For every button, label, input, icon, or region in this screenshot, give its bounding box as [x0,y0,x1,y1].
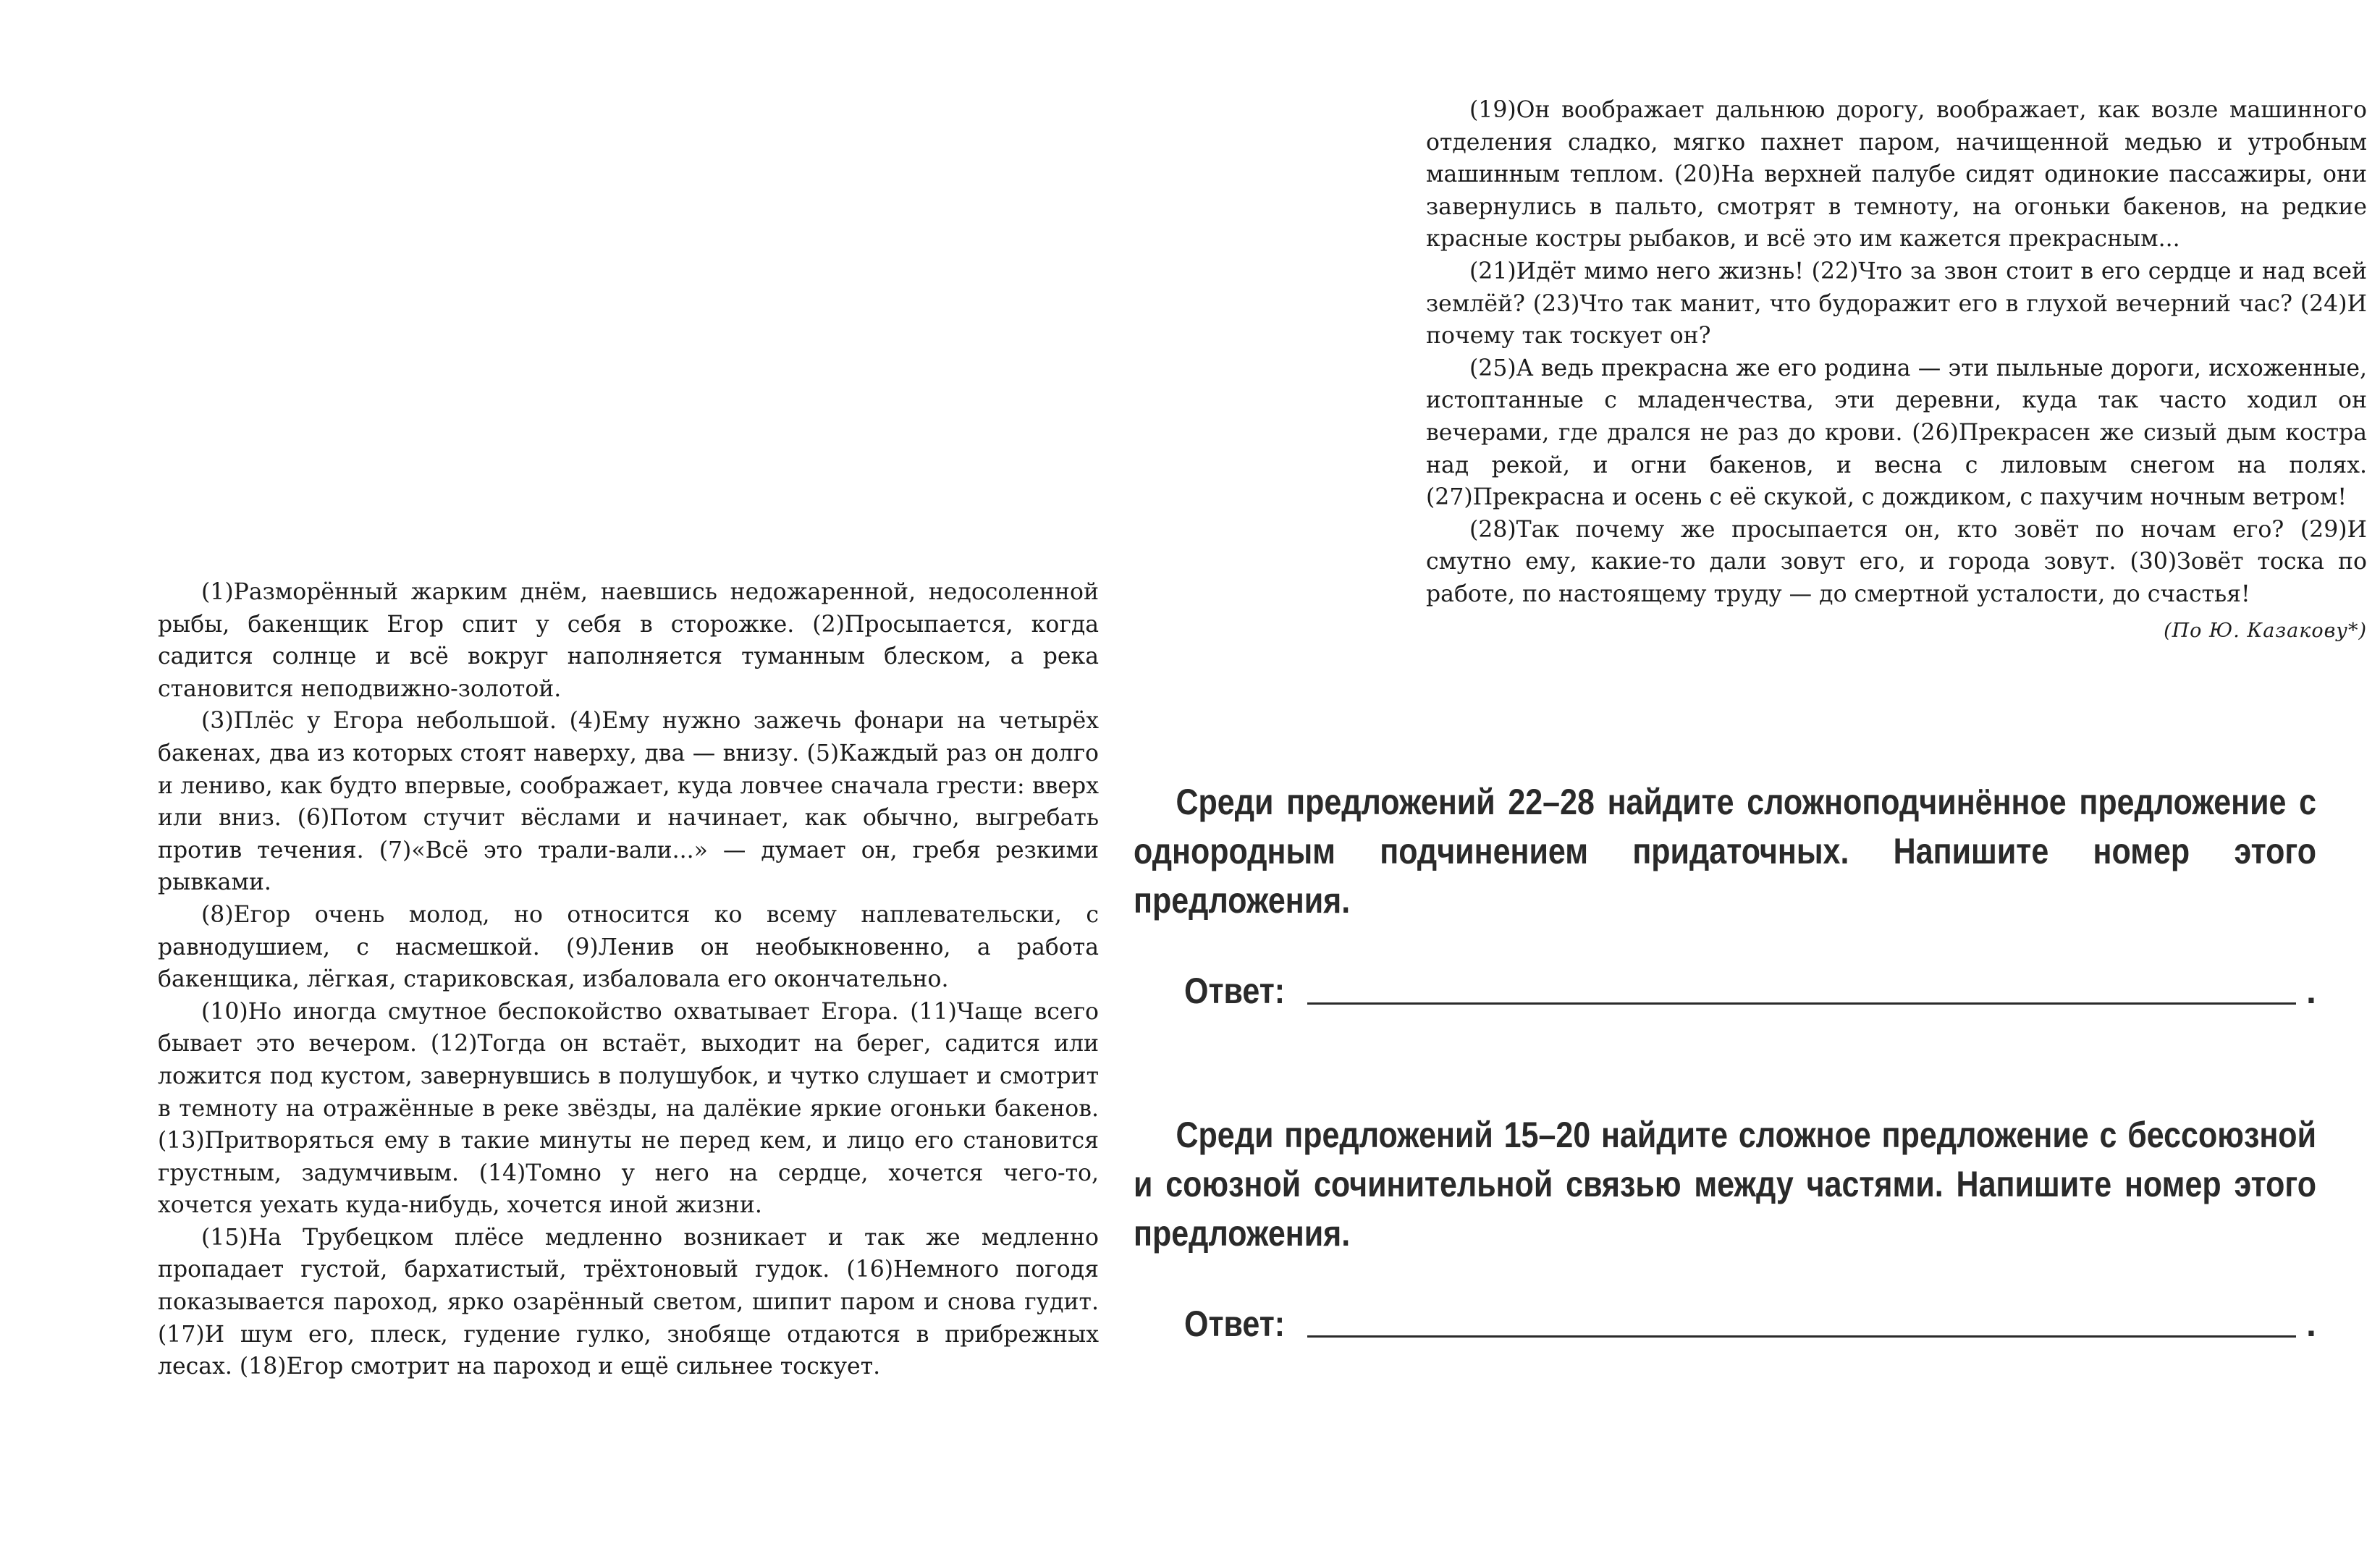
paragraph: (1)Разморённый жарким днём, наевшись недожаренной, недосоленной рыбы, бакенщик Егор спит у себя в сторожке. (2)Просыпается, когда садится солнце и всё вокруг наполняется туманным блеском, а река становится неподвижно-золотой. [158,579,1099,702]
answer-field[interactable] [1307,1335,2296,1338]
text-column-right [1426,94,2367,647]
source-attribution: (По Ю. Казакову*) [2164,619,2367,642]
answer-field[interactable] [1307,1002,2296,1005]
answer-period: . [2306,971,2316,1011]
paragraph: (19)Он воображает дальнюю дорогу, воображает, как возле машинного отделения сладко, мягко пахнет паром, начищенной медью и утробным машинным теплом. (20)На верхней палубе сидят одинокие пассажиры, они завернулись в пальто, смотрят в темноту, на огоньки бакенов, на редкие красные костры рыбаков, и всё это им кажется прекрасным... [1426,97,2367,253]
paragraph: (21)Идёт мимо него жизнь! (22)Что за звон стоит в его сердце и над всей землёй? (23)Что так манит, что будоражит его в глухой вечерний час? (24)И почему так тоскует он? [1426,258,2367,350]
task-question: Среди предложений 15–20 найдите сложное предложение с бессоюзной и союзной сочинительной связью между частями. Напишите номер этого предложения. [1134,1115,2316,1254]
answer-row-2 [1184,1303,2316,1345]
task-2 [1134,1110,2316,1258]
paragraph: (25)А ведь прекрасна же его родина — эти пыльные дороги, исхоженные, истоптанные с младенчества, эти деревни, куда так часто ходил он вечерами, где дрался не раз до крови. (26)Прекрасен же сизый дым костра над рекой, и огни бакенов, и весна с лиловым снегом на полях. (27)Прекрасна и осень с её скукой, с дождиком, с пахучим ночным ветром! [1426,355,2367,511]
paragraph: (8)Егор очень молод, но относится ко всему наплевательски, с равнодушием, с насмешкой. (9)Ленив он необыкновенно, а работа бакенщика, лёгкая, стариковская, избаловала его окончательно. [158,901,1099,993]
task-question: Среди предложений 22–28 найдите сложноподчинённое предложение с однородным подчинением придаточных. Напишите номер этого предложения. [1134,782,2316,921]
answer-label: Ответ: [1184,1304,1286,1344]
answer-period: . [2306,1304,2316,1344]
paragraph: (15)На Трубецком плёсе медленно возникает и так же медленно пропадает густой, бархатистый, трёхтоновый гудок. (16)Немного погодя показывается пароход, ярко озарённый светом, шипит паром и снова гудит. (17)И шум его, плеск, гудение гулко, знобяще отдаются в прибрежных лесах. (18)Егор смотрит на пароход и ещё сильнее тоскует. [158,1224,1099,1380]
paragraph: (28)Так почему же просыпается он, кто зовёт по ночам его? (29)И смутно ему, какие-то дали зовут его, и города зовут. (30)Зовёт тоска по работе, по настоящему труду — до смертной усталости, до счастья! [1426,516,2367,607]
paragraph: (10)Но иногда смутное беспокойство охватывает Егора. (11)Чаще всего бывает это вечером. (12)Тогда он встаёт, выходит на берег, садится или ложится под кустом, завернувшись в полушубок, и чутко слушает и смотрит в темноту на отражённые в реке звёзды, на далёкие яркие огоньки бакенов. (13)Притворяться ему в такие минуты не перед кем, и лицо его становится грустным, задумчивым. (14)Томно у него на сердце, хочется чего-то, хочется уехать куда-нибудь, хочется иной жизни. [158,998,1099,1219]
text-column-left [158,576,1099,1383]
answer-label: Ответ: [1184,971,1286,1011]
task-1 [1134,777,2316,925]
answer-row-1 [1184,970,2316,1012]
paragraph: (3)Плёс у Егора небольшой. (4)Ему нужно зажечь фонари на четырёх бакенах, два из которых стоят наверху, два — внизу. (5)Каждый раз он долго и лениво, как будто впервые, соображает, куда ловчее сначала грести: вверх или вниз. (6)Потом стучит вёслами и начинает, как обычно, выгребать против течения. (7)«Всё это трали-вали...» — думает он, гребя резкими рывками. [158,708,1099,896]
